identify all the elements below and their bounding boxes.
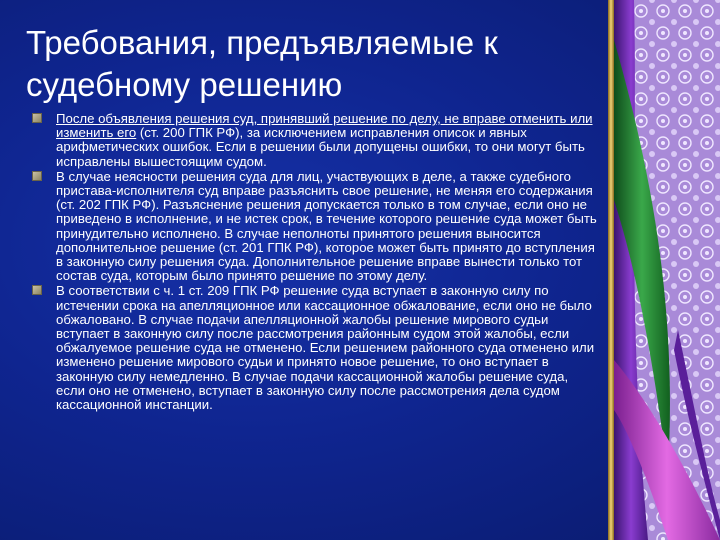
bullet-text: В соответствии с ч. 1 ст. 209 ГПК РФ решение суда вступает в законную силу по истечении срока на апелляционное или кассационное обжалование, если оно не было обжаловано. В случае подачи апелляционной жалобы решение мирового судьи вступает в законную силу после рассмотрения районным судом этой жалобы, если обжалуемое решение суда не отменено. Если решением районного суда отменено или изменено решение мирового судьи и принято новое решение, то оно вступает в законную силу немедленно. В случае подачи кассационной жалобы решение суда, если оно не отменено, вступает в законную силу после рассмотрения дела судом кассационной инстанции. [56, 283, 595, 413]
bullet-text: (ст. 200 ГПК РФ), за исключением исправления описок и явных арифметических ошибок. Если в решении были допущены ошибки, то они могут быть исправлены вышестоящим судом. [56, 125, 585, 169]
bullet-text: В случае неясности решения суда для лиц, участвующих в деле, а также судебного пристава-исполнителя суд вправе разъяснить свое решение, не меняя его содержания (ст. 202 ГПК РФ). Разъяснение решения допускается только в том случае, если оно не приведено в исполнение, и не истек срок, в течение которого решение суда может быть принудительно исполнено. В случае неполноты принятого решения выносится дополнительное решение (ст. 201 ГПК РФ), которое может быть принято до вступления в законную силу решения суда. Дополнительное решение вправе вынести только тот состав суда, которым было принято решение по этому делу. [56, 168, 597, 284]
decorative-ribbon-panel [608, 0, 720, 540]
square-bullet-icon [32, 171, 42, 181]
bullet-underlined-text: После объявления решения суд, принявший решение по делу, не вправе отменить или изменить его [56, 111, 593, 141]
list-item [32, 112, 600, 169]
slide-title: Требования, предъявляемые к судебному решению [26, 24, 498, 103]
square-bullet-icon [32, 285, 42, 295]
list-item [32, 284, 600, 412]
bullet-list [32, 112, 600, 413]
list-item [32, 170, 600, 284]
square-bullet-icon [32, 113, 42, 123]
